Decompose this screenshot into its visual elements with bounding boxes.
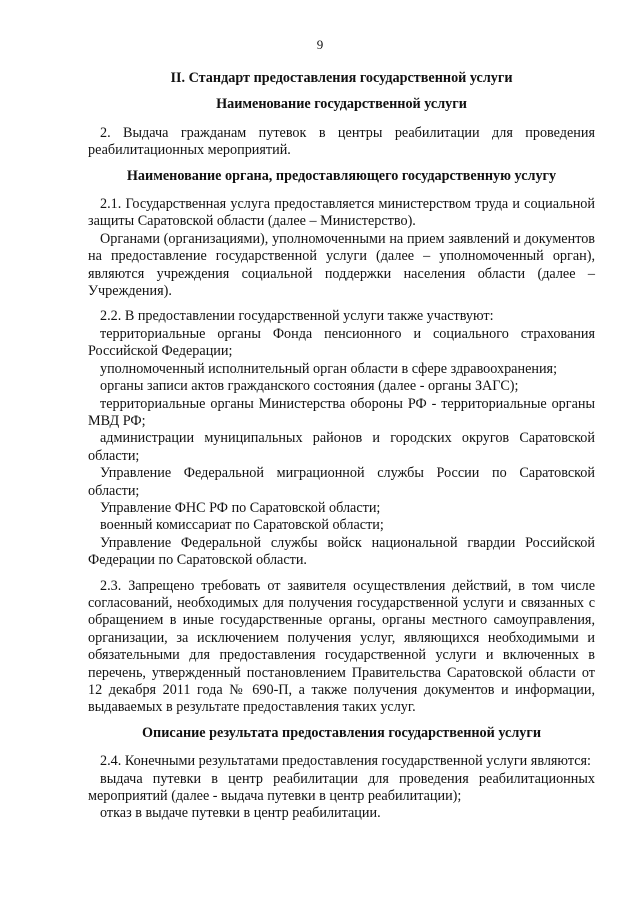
participant-item: администрации муниципальных районов и городских округов Саратовской области; bbox=[88, 430, 595, 464]
participant-item: Управление Федеральной службы войск национальной гвардии Российской Федерации по Саратовской области. bbox=[88, 534, 595, 569]
participant-item: территориальные органы Министерства обороны РФ - территориальные органы МВД РФ; bbox=[88, 395, 595, 429]
result-item: выдача путевки в центр реабилитации для проведения реабилитационных мероприятий (далее - выдача путевки в центр реабилитации); bbox=[88, 770, 595, 805]
participant-item: уполномоченный исполнительный орган области в сфере здравоохранения; bbox=[100, 360, 558, 377]
participant-item: территориальные органы Фонда пенсионного и социального страхования Российской Федерации; bbox=[88, 325, 595, 360]
paragraph-2-1-organs: Органами (организациями), уполномоченными на прием заявлений и документов на предоставление государственной услуги (далее – уполномоченный орган), являются учреждения социальной поддержки населения области (далее – Учреждения). bbox=[88, 230, 595, 300]
paragraph-2: 2. Выдача гражданам путевок в центры реабилитации для проведения реабилитационных мероприятий. bbox=[88, 124, 595, 159]
participant-item: военный комиссариат по Саратовской области; bbox=[100, 517, 384, 534]
page-number: 9 bbox=[316, 37, 324, 52]
paragraph-2-1: 2.1. Государственная услуга предоставляется министерством труда и социальной защиты Саратовской области (далее – Министерство). bbox=[88, 196, 595, 230]
service-name-heading: Наименование государственной услуги bbox=[216, 96, 467, 113]
page-content bbox=[88, 70, 595, 823]
organ-heading: Наименование органа, предоставляющего государственную услугу bbox=[126, 167, 557, 184]
paragraph-2-3: 2.3. Запрещено требовать от заявителя осуществления действий, в том числе согласований, необходимых для получения государственной услуги и связанных с обращением в иные государственные органы, органы местного самоуправления, организации, за исключением получения услуг, являющихся необходимыми и обязательными для предоставления государственной услуги и включенных в перечень, утвержденный постановлением Правительства Саратовской области от 12 декабря 2011 года № 690-П, а также получения документов и информации, выдаваемых в результате предоставления таких услуг. bbox=[88, 577, 595, 716]
result-item: отказ в выдаче путевки в центр реабилитации. bbox=[100, 805, 381, 822]
participant-item: Управление ФНС РФ по Саратовской области; bbox=[100, 499, 381, 516]
paragraph-2-4: 2.4. Конечными результатами предоставления государственной услуги являются: bbox=[100, 753, 591, 770]
result-heading: Описание результата предоставления государственной услуги bbox=[142, 724, 541, 741]
paragraph-2-2: 2.2. В предоставлении государственной услуги также участвуют: bbox=[100, 308, 494, 325]
participant-item: Управление Федеральной миграционной службы России по Саратовской области; bbox=[88, 465, 595, 499]
participant-item: органы записи актов гражданского состояния (далее - органы ЗАГС); bbox=[100, 378, 519, 395]
section-heading: II. Стандарт предоставления государственной услуги bbox=[170, 70, 513, 86]
